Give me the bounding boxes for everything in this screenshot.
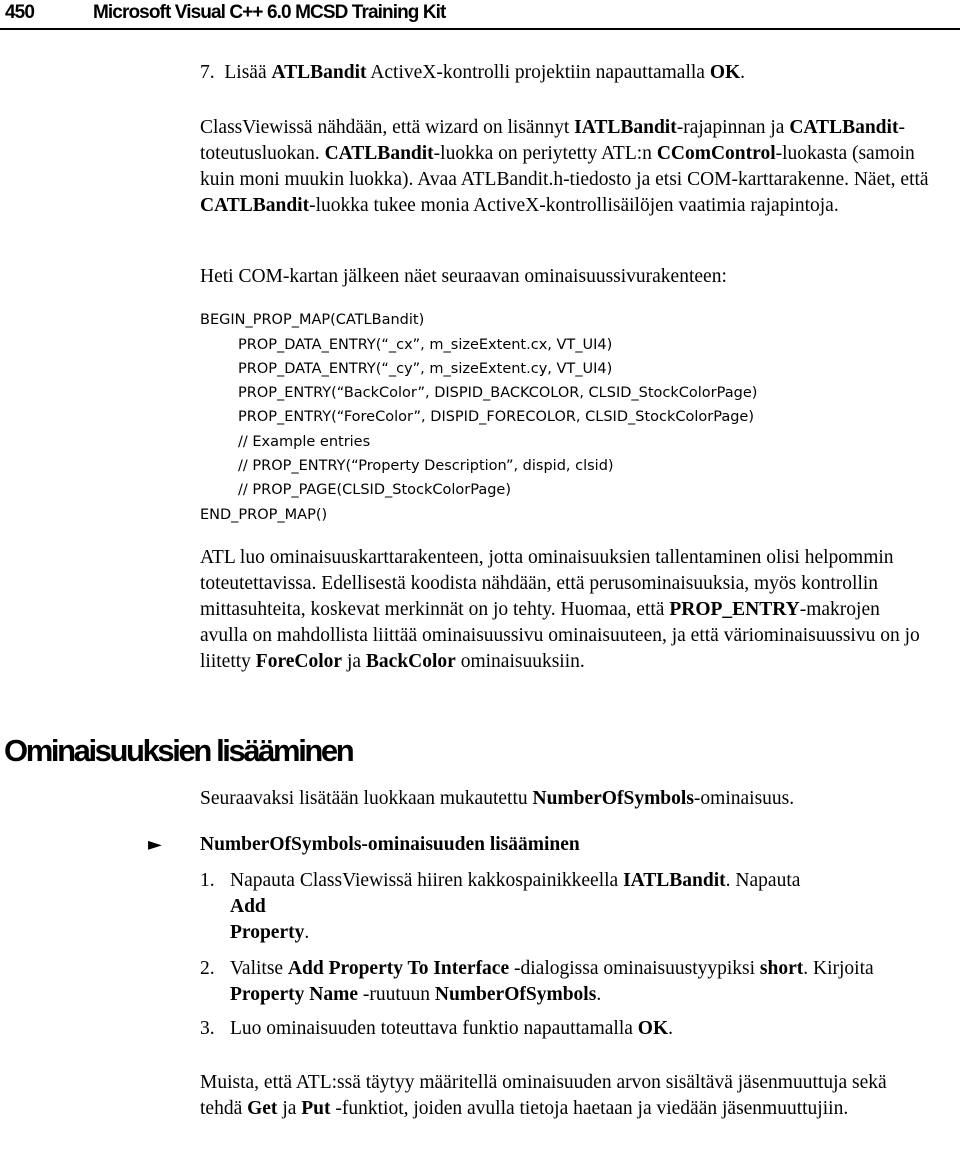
text: Luo ominaisuuden toteuttava funktio napauttamalla [230,1018,638,1039]
bold-text: Get [247,1098,278,1119]
text: -rajapinnan ja [676,117,790,138]
bold-text: Property Name [230,984,358,1005]
code-line: PROP_DATA_ENTRY(“_cx”, m_sizeExtent.cx, VT_UI4) [238,337,613,353]
procedure-arrow-icon: ► [148,834,162,855]
text: ATL luo ominaisuuskarttarakenteen, jotta ominaisuuksien tallentaminen olisi helpommin toteutettavissa. Edellisestä koodista nähdään, että perusominaisuuksia, myös kontrollin mittasuhteita, koskevat merkinnät on jo tehty. Huomaa, että [200,547,894,620]
text: -dialogissa ominaisuustyypiksi [509,958,760,979]
paragraph-next-step [200,786,930,812]
text: . [668,1018,673,1039]
text: . [596,984,602,1005]
bold-text: OK [709,62,741,83]
bold-text: BackColor [365,651,456,672]
text: -luokka tukee monia ActiveX-kontrollisäilöjen vaatimia rajapintoja. [309,195,839,216]
text: ja [277,1098,302,1119]
bold-text: OK [637,1018,669,1039]
text: ominaisuuksiin. [455,651,585,672]
procedure-step-2 [200,956,930,1005]
page-header [0,0,960,30]
text: . Kirjoita [803,958,874,979]
text: ClassViewissä nähdään, että wizard on lisännyt [200,117,575,138]
text: Muista, että ATL:ssä täytyy määritellä ominaisuuden arvon sisältävä jäsenmuuttuja sekä tehdä [200,1072,887,1119]
text: -toteutusluokan. [200,117,905,164]
text: -makrojen avulla on mahdollista liittää ominaisuussivu ominaisuuteen, ja että väriominaisuussivu on jo liitetty [200,599,920,672]
bold-text: Put [301,1098,331,1119]
paragraph-prop-map-intro: Heti COM-kartan jälkeen näet seuraavan ominaisuussivurakenteen: [200,266,727,287]
bold-text: NumberOfSymbols [532,788,694,809]
text: -funktiot, joiden avulla tietoja haetaan ja viedään jäsenmuuttujiin. [330,1098,849,1119]
bold-text: CATLBandit [789,117,899,138]
step-number: 1. [200,870,215,891]
code-line: PROP_DATA_ENTRY(“_cy”, m_sizeExtent.cy, VT_UI4) [238,361,613,377]
text: Valitse [230,958,288,979]
bold-text: Property [230,922,305,943]
header-rule [0,28,960,30]
text: -luokka on periytetty ATL:n [433,143,657,164]
code-line: // PROP_PAGE(CLSID_StockColorPage) [238,482,511,498]
bold-text: CATLBandit [200,195,310,216]
text: Napauta ClassViewissä hiiren kakkospainikkeella [230,870,624,891]
bold-text: Add [230,896,266,917]
paragraph-get-put [200,1070,930,1122]
bold-text: NumberOfSymbols-ominaisuuden lisääminen [200,834,580,855]
code-line: PROP_ENTRY(“BackColor”, DISPID_BACKCOLOR, CLSID_StockColorPage) [238,385,758,401]
page-number: 450 [5,2,35,23]
bold-text: ATLBandit [271,62,367,83]
code-line: PROP_ENTRY(“ForeColor”, DISPID_FORECOLOR, CLSID_StockColorPage) [238,409,754,425]
text: Seuraavaksi lisätään luokkaan mukautettu [200,788,533,809]
bold-text: CATLBandit [324,143,434,164]
text: . [740,62,746,83]
bold-text: IATLBandit [623,870,726,891]
bold-text: PROP_ENTRY [669,599,800,620]
bold-text: IATLBandit [574,117,677,138]
text: ja [342,651,366,672]
bold-text: NumberOfSymbols [434,984,597,1005]
procedure-step-1 [200,868,930,943]
paragraph-classview [200,115,930,219]
code-line: BEGIN_PROP_MAP(CATLBandit) [200,312,425,328]
procedure-step-3 [200,1016,930,1042]
bold-text: CComControl [656,143,776,164]
procedure-title [200,832,930,858]
text: -ruutuun [357,984,435,1005]
book-title: Microsoft Visual C++ 6.0 MCSD Training Kit [93,2,446,23]
step-7 [200,60,930,86]
text: ActiveX-kontrolli projektiin napauttamalla [366,62,710,83]
code-line: // PROP_ENTRY(“Property Description”, dispid, clsid) [238,458,614,474]
code-line: // Example entries [238,434,371,450]
paragraph-atl-prop-map [200,545,930,675]
text: -ominaisuus. [693,788,795,809]
text: . Napauta [725,870,801,891]
code-line: END_PROP_MAP() [200,507,328,523]
bold-text: ForeColor [255,651,343,672]
bold-text: Add Property To Interface [287,958,510,979]
step-number: 2. [200,958,215,979]
bold-text: short [759,958,804,979]
text: . [304,922,310,943]
step-number: 7. [200,62,215,83]
text: -luokasta (samoin kuin moni muukin luokka). Avaa ATLBandit.h-tiedosto ja etsi COM-karttarakenne. Näet, että [200,143,929,190]
step-number: 3. [200,1018,215,1039]
section-heading: Ominaisuuksien lisääminen [4,733,353,768]
text: Lisää [224,62,272,83]
